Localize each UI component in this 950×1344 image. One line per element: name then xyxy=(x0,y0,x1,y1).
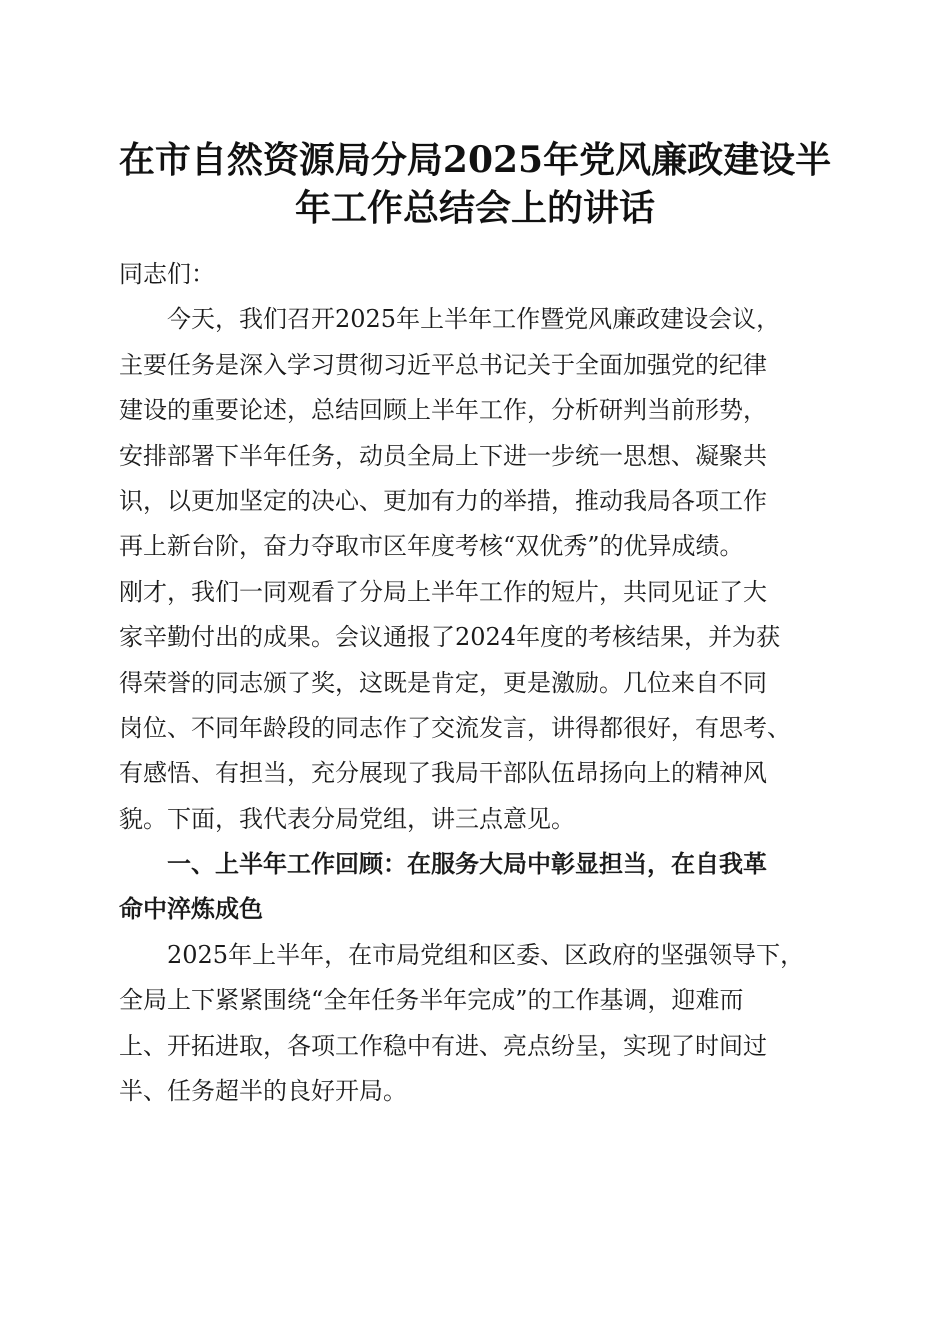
paragraph-line: 家辛勤付出的成果。会议通报了2024年度的考核结果，并为获 xyxy=(119,623,781,652)
paragraph-line: 全局上下紧紧围绕“全年任务半年完成”的工作基调，迎难而 xyxy=(119,986,744,1015)
paragraph-line: 上、开拓进取，各项工作稳中有进、亮点纷呈，实现了时间过 xyxy=(119,1031,767,1060)
section-heading-line: 命中淬炼成色 xyxy=(119,895,263,924)
section-heading-line: 一、上半年工作回顾：在服务大局中彰显担当，在自我革 xyxy=(167,850,767,879)
paragraph-line: 再上新台阶，奋力夺取市区年度考核“双优秀”的优异成绩。 xyxy=(119,532,744,561)
document-title xyxy=(100,136,850,232)
paragraph-line: 2025年上半年，在市局党组和区委、区政府的坚强领导下， xyxy=(167,940,805,969)
paragraph-line: 主要任务是深入学习贯彻习近平总书记关于全面加强党的纪律 xyxy=(119,350,767,379)
paragraph-line: 今天，我们召开2025年上半年工作暨党风廉政建设会议， xyxy=(167,305,781,334)
title-line: 年工作总结会上的讲话 xyxy=(294,187,655,229)
paragraph-line: 半、任务超半的良好开局。 xyxy=(119,1077,407,1106)
paragraph-line: 安排部署下半年任务，动员全局上下进一步统一思想、凝聚共 xyxy=(119,441,767,470)
paragraph-line: 有感悟、有担当，充分展现了我局干部队伍昂扬向上的精神风 xyxy=(119,759,767,788)
paragraph-line: 貌。下面，我代表分局党组，讲三点意见。 xyxy=(119,804,575,833)
paragraph-line: 得荣誉的同志颁了奖，这既是肯定，更是激励。几位来自不同 xyxy=(119,668,767,697)
document-body xyxy=(119,252,839,1114)
paragraph-line: 识，以更加坚定的决心、更加有力的举措，推动我局各项工作 xyxy=(119,486,767,515)
paragraph-line: 岗位、不同年龄段的同志作了交流发言，讲得都很好，有思考、 xyxy=(119,713,791,742)
title-line: 在市自然资源局分局2025年党风廉政建设半 xyxy=(118,139,832,181)
salutation: 同志们： xyxy=(119,260,215,288)
paragraph-line: 建设的重要论述，总结回顾上半年工作，分析研判当前形势， xyxy=(119,396,767,425)
paragraph-line: 刚才，我们一同观看了分局上半年工作的短片，共同见证了大 xyxy=(119,577,767,606)
